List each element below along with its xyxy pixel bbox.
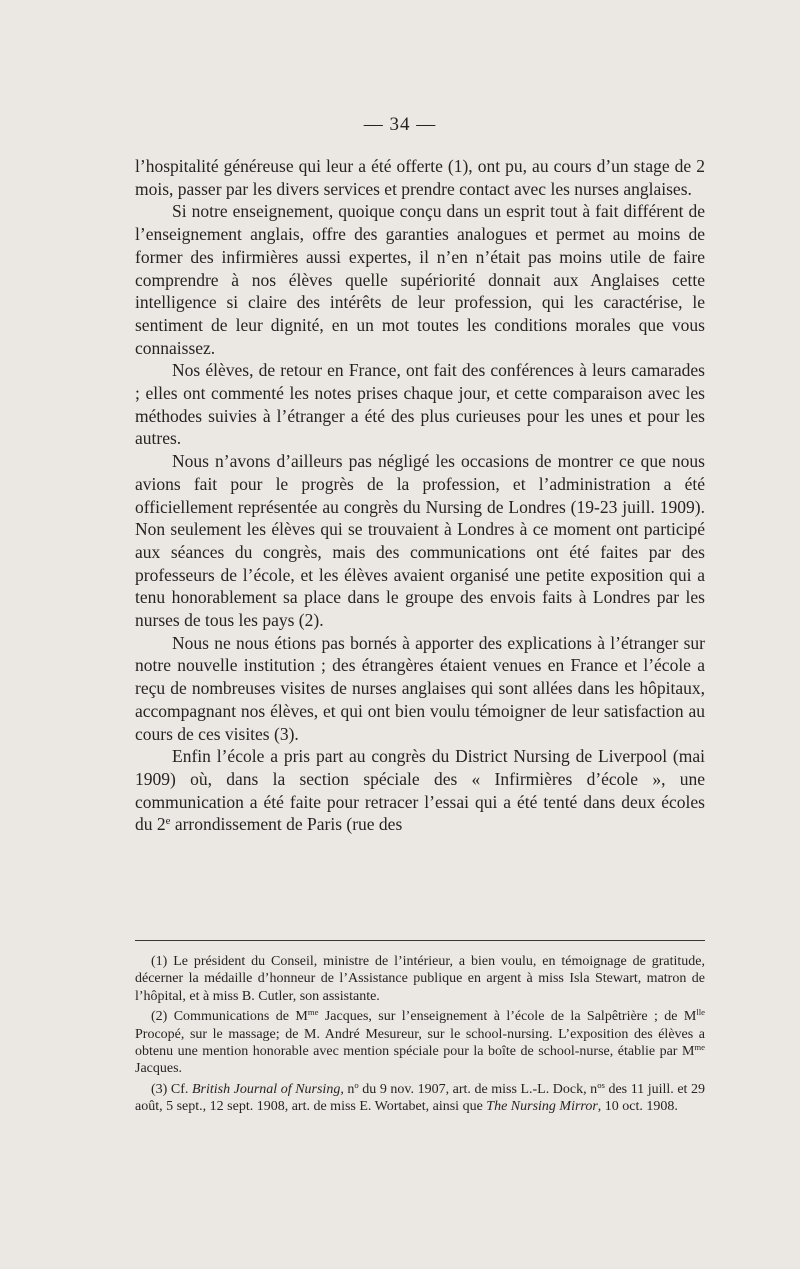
footnote-2: (2) Communications de $M^{me}$ Jacques, sur l’enseignement à l’école de la Salpêtrière ; de $M^{lle}$ Procopé, sur le massage; de M. André Mesureur, sur le school-nursing. L’exposition des élèves a obtenu une mention honorable avec mention spéciale pour la boîte de school-nurse, établie par $M^{me}$ Jacques. bbox=[135, 1007, 705, 1077]
footnote-3: (3) Cf. British Journal of Nursing, $n^o$ du 9 nov. 1907, art. de miss L.-L. Dock, $n^{os}$ des 11 juill. et 29 août, 5 sept., 12 sept. 1908, art. de miss E. Wortabet, ainsi que The Nursing Mirror, 10 oct. 1908. bbox=[135, 1080, 706, 1115]
paragraph: Nos élèves, de retour en France, ont fait des conférences à leurs camarades ; elles ont commenté les notes prises chaque jour, et cette comparaison avec les méthodes suivies à l’étranger a été des plus curieuses pour les unes et pour les autres. bbox=[135, 360, 705, 449]
journal-title: The Nursing Mirror bbox=[486, 1099, 598, 1115]
journal-title: British Journal of Nursing bbox=[191, 1081, 341, 1097]
footnote-1: (1) Le président du Conseil, ministre de l’intérieur, a bien voulu, en témoignage de gratitude, décerner la médaille d’honneur de l’Assistance publique en argent à miss Isla Stewart, matron de l’hôpital, et à miss B. Cutler, son assistante. bbox=[135, 954, 705, 1004]
footnotes bbox=[135, 953, 705, 1116]
page-number: — 34 — bbox=[363, 114, 437, 135]
body-text bbox=[135, 155, 705, 836]
paragraph-continuation: l’hospitalité généreuse qui leur a été offerte (1), ont pu, au cours d’un stage de 2 mois, passer par les divers services et prendre contact avec les nurses anglaises. bbox=[135, 156, 705, 199]
paragraph: Nous n’avons d’ailleurs pas négligé les occasions de montrer ce que nous avions fait pour le progrès de la profession, et l’administration a été officiellement représentée au congrès du Nursing de Londres (19-23 juill. 1909). Non seulement les élèves qui se trouvaient à Londres à ce moment ont participé aux séances du congrès, mais des communications ont été faites par des professeurs de l’école, et les élèves avaient organisé une petite exposition qui a tenu honorablement sa place dans le groupe des envois faits à Londres par les nurses de tous les pays (2). bbox=[135, 451, 705, 631]
paragraph: Nous ne nous étions pas bornés à apporter des explications à l’étranger sur notre nouvelle institution ; des étrangères étaient venues en France et l’école a reçu de nombreuses visites de nurses anglaises qui sont allées dans les hôpitaux, accompagnant nos élèves, et qui ont bien voulu témoigner de leur satisfaction au cours de ces visites (3). bbox=[135, 632, 705, 744]
paragraph-last: Enfin l’école a pris part au congrès du District Nursing de Liverpool (mai 1909) où, dans la section spéciale des « Infirmières d’école », une communication a été faite pour retracer l’essai qui a été tenté dans deux écoles du 2e arrondissement de Paris (rue des bbox=[135, 746, 705, 835]
footnote-divider bbox=[135, 940, 705, 941]
paragraph: Si notre enseignement, quoique conçu dans un esprit tout à fait différent de l’enseignement anglais, offre des garanties analogues et permet au moins de former des infirmières aussi expertes, il n’en n’était pas moins utile de faire comprendre à nos élèves quelle supériorité donnait aux Anglaises cette intelligence si claire des intérêts de leur profession, qui les caractérise, le sentiment de leur dignité, en un mot toutes les conditions morales que vous connaissez. bbox=[135, 201, 705, 358]
